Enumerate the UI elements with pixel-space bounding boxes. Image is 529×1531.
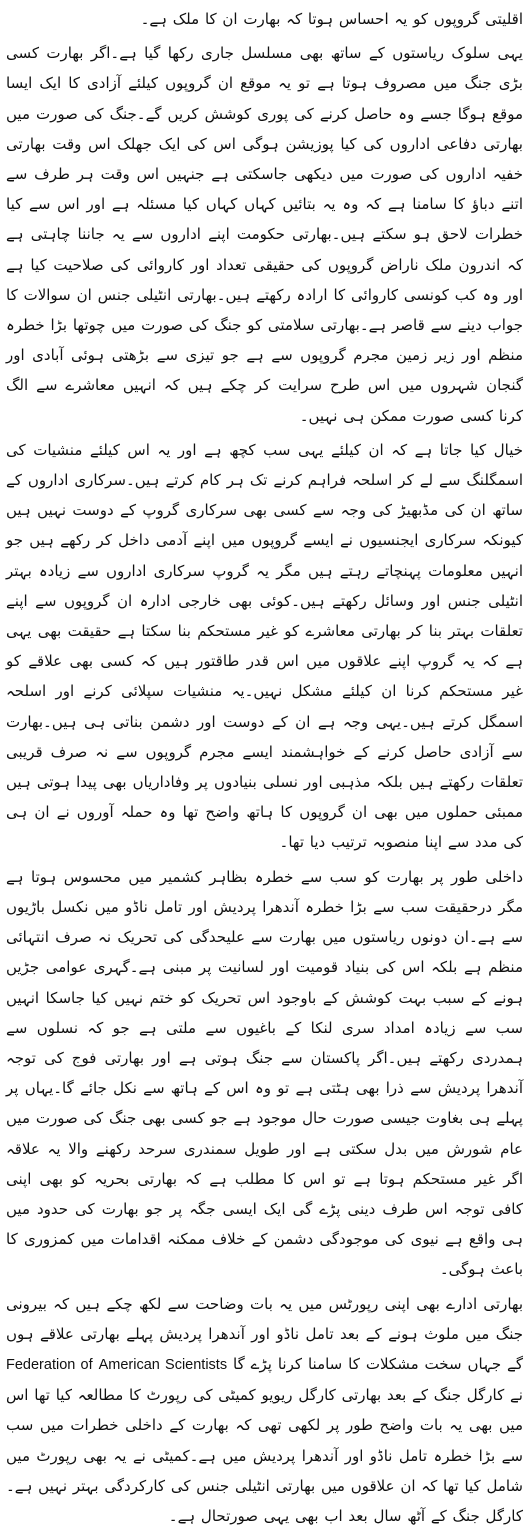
paragraph-4: داخلی طور پر بھارت کو سب سے خطرہ بظاہر کشمیر میں محسوس ہوتا ہے مگر درحقیقت سب سے بڑا خطرہ آندھرا پردیش اور تامل ناڈو میں نکسل باڑیوں سے ہے۔ان دونوں ریاستوں میں بھارت سے علیحدگی کی تحریک نہ صرف انتہائی منظم ہے بلکہ اس کی بنیاد قومیت اور لسانیت پر مبنی ہے۔گہری عوامی جڑیں ہونے کے سبب بہت کوشش کے باوجود اس تحریک کو ختم نہیں کیا جاسکا انہیں سب سے زیادہ امداد سری لنکا کے باغیوں سے ملتی ہے جو کہ نسلوں سے ہمدردی رکھتے ہیں۔اگر پاکستان سے جنگ ہوتی ہے اور بھارتی فوج کی توجہ آندھرا پردیش سے ذرا بھی ہٹتی ہے تو وہ اس کے ہاتھ سے نکل جائے گا۔یہاں پر پہلے ہی بغاوت جیسی صورت حال موجود ہے جو کسی بھی جنگ کی صورت میں عام شورش میں بدل سکتی ہے اور طویل سمندری سرحد رکھنے والا یہ علاقہ اگر غیر مستحکم ہوتا ہے تو اس کا مطلب ہے کہ بھارتی بحریہ کو بھی اپنی کافی توجہ اس طرف دینی پڑے گی ایک ایسی جگہ پر جو بھارت کی حدود میں ہی واقع ہے نیوی کی موجودگی دشمن کے خلاف ممکنہ اقدامات میں کمزوری کا باعث ہوگی۔ xyxy=(6,867,523,1279)
paragraph-5 xyxy=(6,1289,523,1531)
latin-term-federation: Federation of xyxy=(6,1356,93,1373)
paragraph-5-text-before: بھارتی ادارے بھی اپنی رپورٹس میں یہ بات وضاحت سے لکھ چکے ہیں کہ بیرونی جنگ میں ملوث ہونے کے بعد تامل ناڈو اور آندھرا پردیش پہلے بھارتی علاقے ہوں گے جہاں سخت مشکلات کا سامنا کرنا پڑے گا xyxy=(6,1294,523,1373)
paragraph-1: اقلیتی گروپوں کو یہ احساس ہوتا کہ بھارت ان کا ملک ہے۔ xyxy=(140,10,523,28)
paragraph-5-text-after: نے کارگل جنگ کے بعد بھارتی کارگل ریویو کمیٹی کی رپورٹ کا مطالعہ کیا تھا اس میں بھی یہ بات واضح طور پر لکھی تھی کہ بھارت کے داخلی خطرات میں سب سے بڑا خطرہ تامل ناڈو اور آندھرا پردیش میں ہے۔کمیٹی نے یہ بھی رپورٹ میں شامل کیا تھا کہ ان علاقوں میں بھارتی انٹیلی جنس کی کارکردگی بہتر نہیں ہے۔کارگل جنگ کے آٹھ سال بعد اب بھی یہی صورتحال ہے۔ xyxy=(6,1386,523,1525)
paragraph-2: یہی سلوک ریاستوں کے ساتھ بھی مسلسل جاری رکھا گیا ہے۔اگر بھارت کسی بڑی جنگ میں مصروف ہوتا ہے تو یہ موقع ان گروپوں کیلئے آزادی کا ایک ایسا موقع ہوگا جسے وہ حاصل کرنے کی پوری کوشش کریں گے۔جنگ کی صورت میں بھارتی دفاعی اداروں کی کیا پوزیشن ہوگی اس کی ایک جھلک اس وقت بھارتی خفیہ اداروں کی صورت میں دیکھی جاسکتی ہے جنہیں اس وقت ہر طرف سے اتنے دباؤ کا سامنا ہے کہ وہ یہ بتائیں کہاں کہاں کیا مسئلہ ہے اور اس سے کیا خطرات لاحق ہو سکتے ہیں۔بھارتی حکومت اپنے اداروں سے یہ جاننا چاہتی ہے کہ اندرون ملک ناراض گروپوں کی حقیقی تعداد اور کاروائی کی صلاحیت کیا ہے اور وہ کب کونسی کاروائی کا ارادہ رکھتے ہیں۔بھارتی انٹیلی جنس ان سوالات کا جواب دینے سے قاصر ہے۔بھارتی سلامتی کو جنگ کی صورت میں چوتھا بڑا خطرہ منظم اور زیر زمین مجرم گروپوں سے ہے جو تیزی سے بڑھتی ہوئی آبادی اور گنجان شہروں میں اس طرح سرایت کر چکے ہیں کہ انہیں معاشرے سے الگ کرنا کسی صورت ممکن ہی نہیں۔ xyxy=(6,44,523,425)
latin-term-american-scientists: American Scientists xyxy=(98,1356,228,1373)
paragraph-3: خیال کیا جاتا ہے کہ ان کیلئے یہی سب کچھ ہے اور یہ اس کیلئے منشیات کی اسمگلنگ سے لے کر اسلحہ فراہم کرنے تک ہر کام کرتے ہیں۔سرکاری اداروں کے ساتھ ان کی مڈبھیڑ کی وجہ سے کسی بھی سرکاری گروپ کے دوست نہیں ہیں کیونکہ سرکاری ایجنسیوں نے ایسے گروپوں میں اپنے آدمی داخل کر رکھے ہیں جو انہیں معلومات پہنچاتے رہتے ہیں مگر یہ گروپ سرکاری اداروں سے زیادہ بہتر انٹیلی جنس اور وسائل رکھتے ہیں۔کوئی بھی خارجی ادارہ ان گروپوں سے اپنے تعلقات بہتر بنا کر بھارتی معاشرے کو غیر مستحکم بنا سکتا ہے حقیقت بھی یہی ہے کہ یہ گروپ اپنے علاقوں میں اس قدر طاقتور ہیں کہ کسی بھی علاقے کو غیر مستحکم کرنا ان کیلئے مشکل نہیں۔یہ منشیات سپلائی کرنے اور اسلحہ اسمگل کرتے ہیں۔یہی وجہ ہے ان کے دوست اور دشمن بناتی ہی ہیں۔بھارت سے آزادی حاصل کرنے کے خواہشمند ایسے مجرم گروپوں سے نہ صرف قریبی تعلقات رکھتے ہیں بلکہ مذہبی اور نسلی بنیادوں پر وفاداریاں بھی پیدا ہوتی ہیں ممبئی حملوں میں بھی ان گروپوں کا ہاتھ واضح تھا وہ حملہ آوروں نے ان ہی کی مدد سے اپنا منصوبہ ترتیب دیا تھا۔ xyxy=(6,440,523,852)
